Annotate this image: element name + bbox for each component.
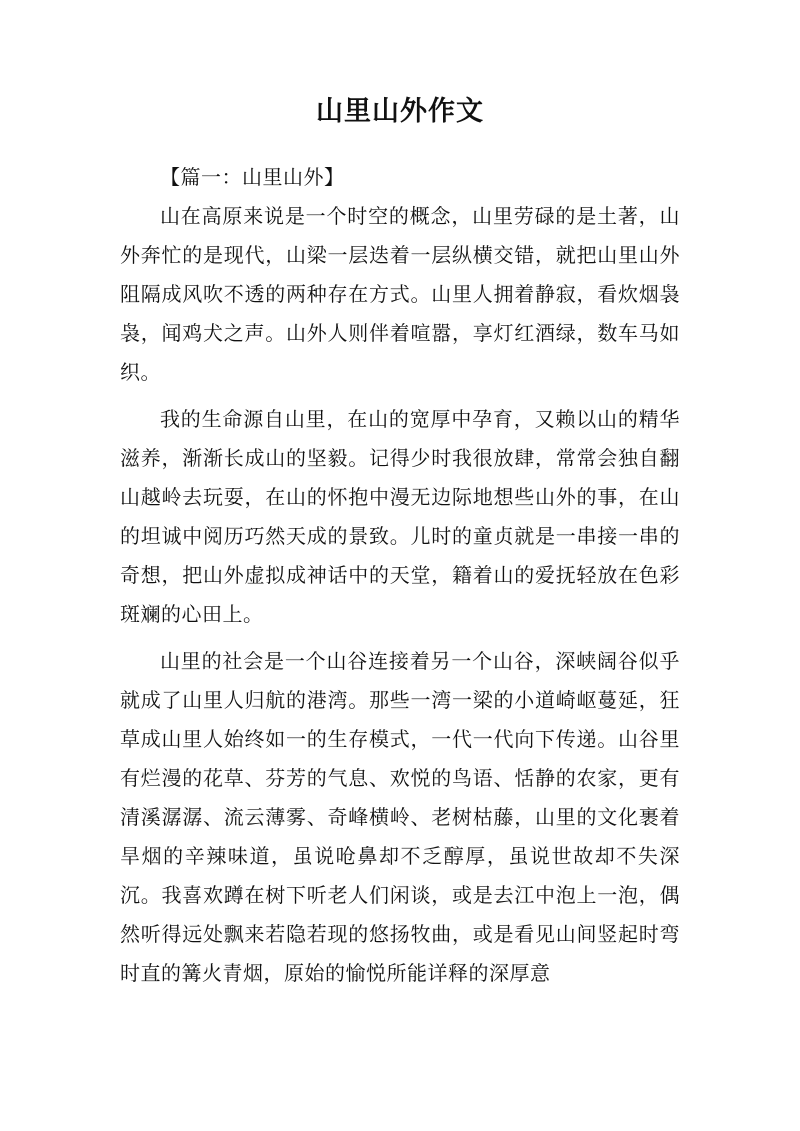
document-body (120, 158, 680, 1001)
document-title: 山里山外作文 (316, 96, 484, 127)
paragraph-3: 山里的社会是一个山谷连接着另一个山谷，深峡阔谷似乎就成了山里人归航的港湾。那些一湾一梁的小道崎岖蔓延，狂草成山里人始终如一的生存模式，一代一代向下传递。山谷里有烂漫的花草、芬芳的气息、欢悦的鸟语、恬静的农家，更有清溪潺潺、流云薄雾、奇峰横岭、老树枯藤，山里的文化裹着旱烟的辛辣味道，虽说呛鼻却不乏醇厚，虽说世故却不失深沉。我喜欢蹲在树下听老人们闲谈，或是去江中泡上一泡，偶然听得远处飘来若隐若现的悠扬牧曲，或是看见山间竖起时弯时直的篝火青烟，原始的愉悦所能详释的深厚意 (120, 649, 680, 985)
paragraph-1: 山在高原来说是一个时空的概念，山里劳碌的是土著，山外奔忙的是现代，山梁一层迭着一层纵横交错，就把山里山外阻隔成风吹不透的两种存在方式。山里人拥着静寂，看炊烟袅袅，闻鸡犬之声。山外人则伴着喧嚣，享灯红酒绿，数车马如织。 (120, 204, 680, 384)
section-heading: 【篇一：山里山外】 (160, 165, 345, 189)
paragraph-2: 我的生命源自山里，在山的宽厚中孕育，又赖以山的精华滋养，渐渐长成山的坚毅。记得少时我很放肆，常常会独自翻山越岭去玩耍，在山的怀抱中漫无边际地想些山外的事，在山的坦诚中阅历巧然天成的景致。儿时的童贞就是一串接一串的奇想，把山外虚拟成神话中的天堂，籍着山的爱抚轻放在色彩斑斓的心田上。 (120, 407, 680, 626)
